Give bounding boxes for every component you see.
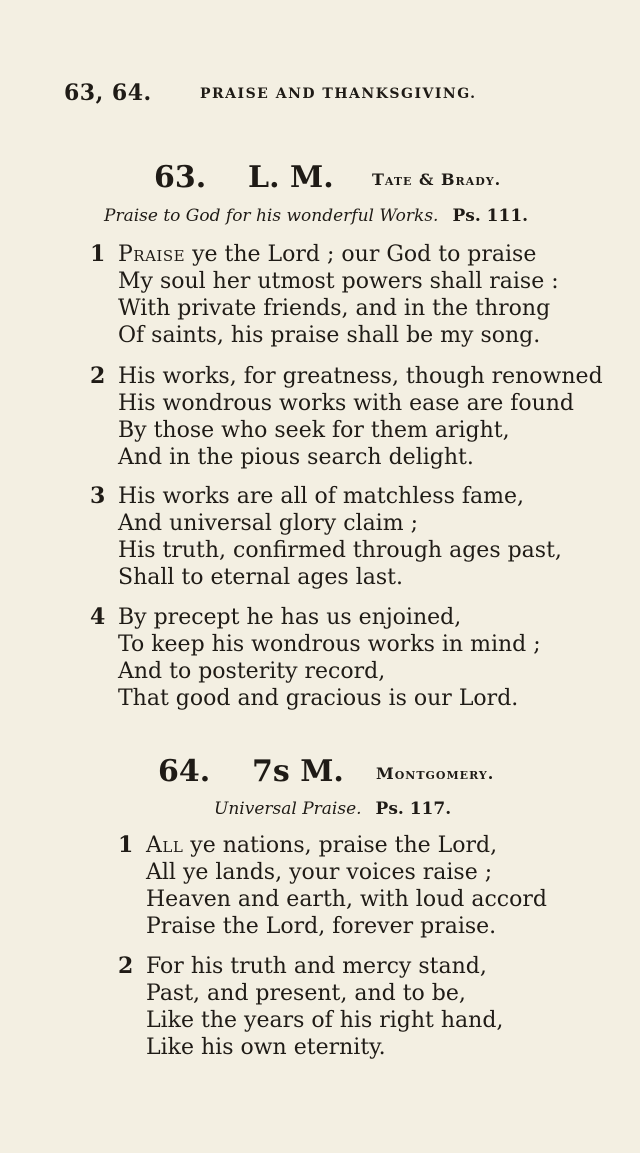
hymn-number: 63. bbox=[154, 160, 207, 195]
psalm-ref: Ps. 111. bbox=[452, 206, 529, 226]
stanza-3 bbox=[90, 483, 562, 591]
verse-number: 1 bbox=[118, 832, 134, 858]
verse-line: ye nations, praise the Lord, bbox=[183, 833, 498, 858]
verse-line: And universal glory claim ; bbox=[118, 511, 418, 536]
running-head bbox=[64, 80, 584, 110]
verse-line: Like the years of his right hand, bbox=[146, 1008, 504, 1033]
verse-line: That good and gracious is our Lord. bbox=[118, 686, 519, 711]
hymn-64-subtitle bbox=[214, 799, 451, 819]
hymn-meter: 7s M. bbox=[252, 754, 344, 789]
verse-line: His works, for greatness, though renowned bbox=[118, 364, 603, 389]
verse-line: ye the Lord ; our God to praise bbox=[185, 242, 537, 267]
verse-line: And in the pious search delight. bbox=[118, 445, 474, 470]
page-numbers: 63, 64. bbox=[64, 80, 152, 106]
verse-number: 4 bbox=[90, 604, 106, 630]
verse-line: His wondrous works with ease are found bbox=[118, 391, 575, 416]
hymn-author: Montgomery. bbox=[376, 764, 495, 783]
subtitle-text: Praise to God for his wonderful Works. bbox=[104, 206, 439, 226]
verse-number: 1 bbox=[90, 241, 106, 267]
verse-line: Of saints, his praise shall be my song. bbox=[118, 323, 541, 348]
psalm-ref: Ps. 117. bbox=[375, 799, 452, 819]
verse-line: His works are all of matchless fame, bbox=[118, 484, 524, 509]
verse-number: 3 bbox=[90, 483, 106, 509]
verse-line: His truth, confirmed through ages past, bbox=[118, 538, 562, 563]
verse-line: By precept he has us enjoined, bbox=[118, 605, 462, 630]
stanza-4 bbox=[90, 604, 541, 712]
verse-line: Shall to eternal ages last. bbox=[118, 565, 403, 590]
first-word: Praise bbox=[118, 242, 186, 267]
hymn-author: Tate & Brady. bbox=[372, 170, 502, 189]
first-word: All bbox=[146, 833, 184, 858]
running-head-title: PRAISE AND THANKSGIVING. bbox=[200, 86, 477, 102]
verse-line: All ye lands, your voices raise ; bbox=[146, 860, 493, 885]
verse-number: 2 bbox=[118, 953, 134, 979]
verse-line: My soul her utmost powers shall raise : bbox=[118, 269, 559, 294]
verse-line: To keep his wondrous works in mind ; bbox=[118, 632, 541, 657]
verse-line: By those who seek for them aright, bbox=[118, 418, 510, 443]
hymn-number: 64. bbox=[158, 754, 211, 789]
verse-line: Praise the Lord, forever praise. bbox=[146, 914, 497, 939]
verse-number: 2 bbox=[90, 363, 106, 389]
verse-line: And to posterity record, bbox=[118, 659, 386, 684]
stanza-2 bbox=[118, 953, 503, 1061]
stanza-2 bbox=[90, 363, 603, 471]
verse-line: For his truth and mercy stand, bbox=[146, 954, 487, 979]
hymn-meter: L. M. bbox=[248, 160, 334, 195]
hymn-64-header bbox=[158, 754, 528, 790]
verse-line: With private friends, and in the throng bbox=[118, 296, 551, 321]
hymn-63-header bbox=[154, 160, 534, 196]
verse-line: Heaven and earth, with loud accord bbox=[146, 887, 547, 912]
subtitle-text: Universal Praise. bbox=[214, 799, 362, 819]
verse-line: Like his own eternity. bbox=[146, 1035, 386, 1060]
hymn-63-subtitle bbox=[104, 206, 528, 226]
stanza-1 bbox=[118, 832, 547, 940]
verse-line: Past, and present, and to be, bbox=[146, 981, 466, 1006]
stanza-1 bbox=[90, 241, 559, 349]
